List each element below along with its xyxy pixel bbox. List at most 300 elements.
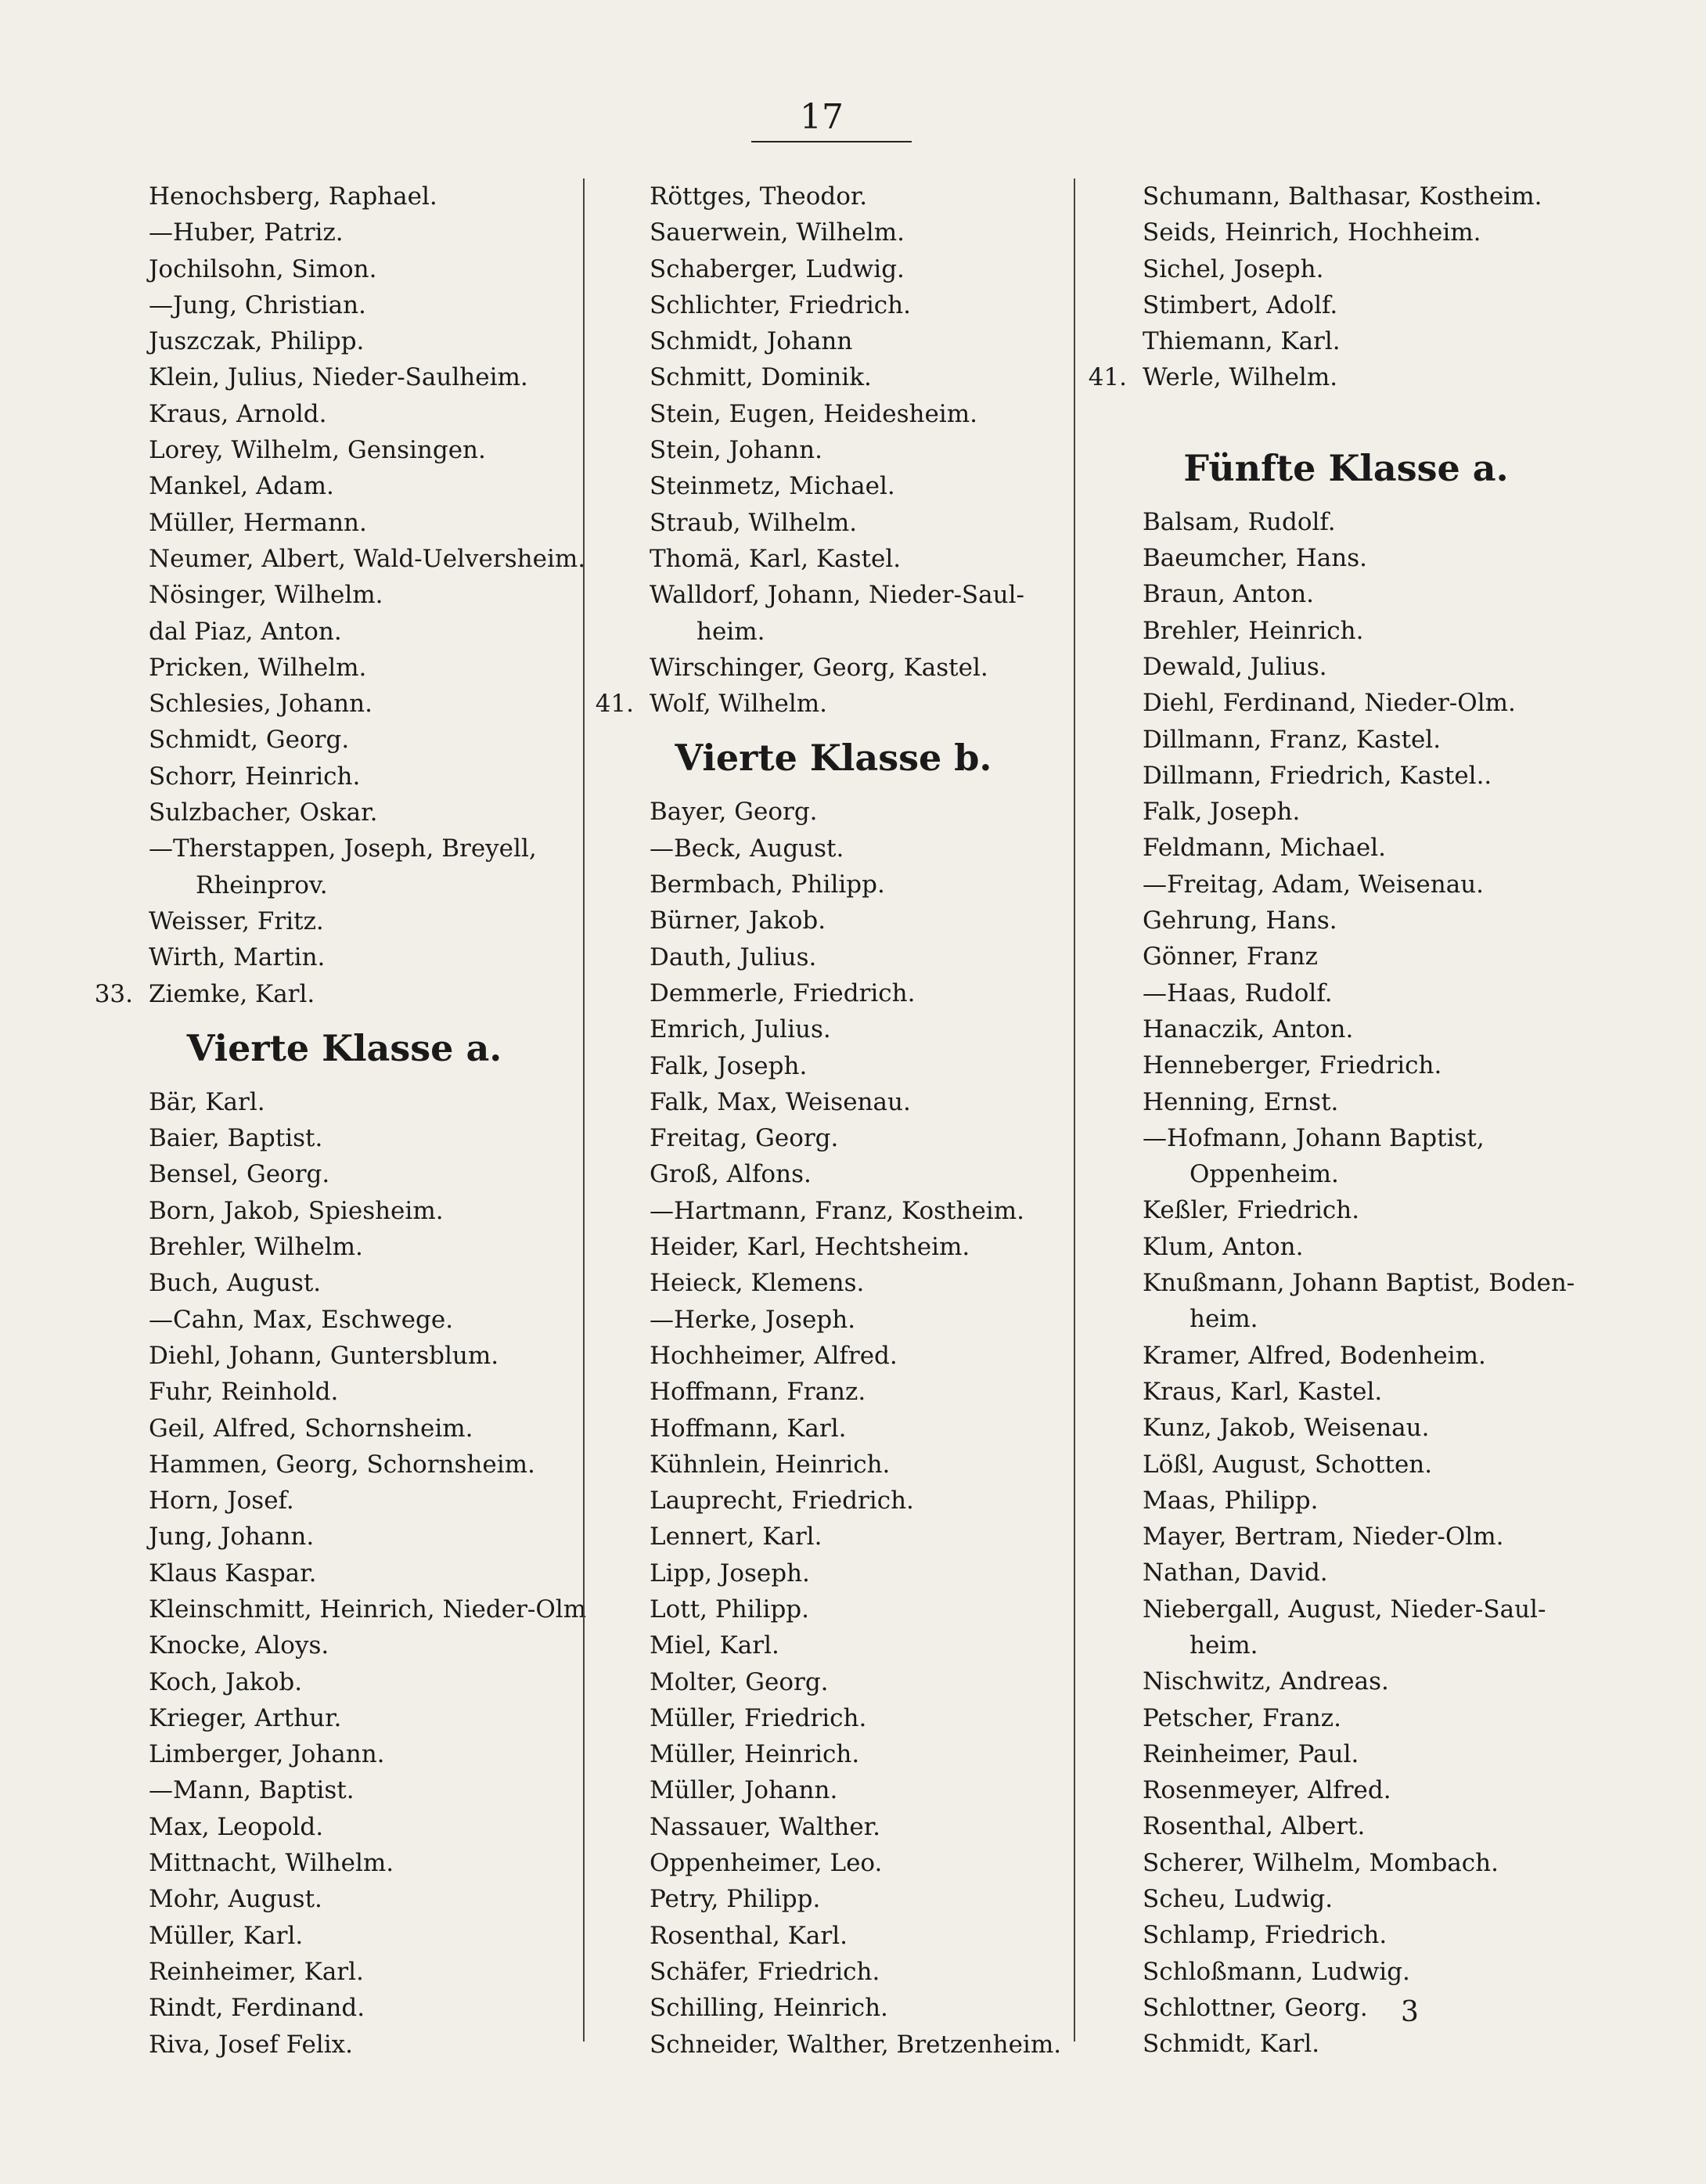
list-entry — [110, 251, 579, 287]
list-entry — [110, 1627, 579, 1663]
entry-text: Henochsberg, Raphael. — [149, 182, 437, 211]
list-entry — [610, 287, 1056, 323]
list-entry — [110, 686, 579, 722]
list-entry — [595, 686, 1056, 722]
entry-text: Mohr, August. — [149, 1885, 322, 1914]
entry-text: —Therstappen, Joseph, Breyell, — [149, 834, 537, 863]
entry-text: Straub, Wilhelm. — [650, 508, 858, 537]
entry-number: 33. — [94, 979, 133, 1008]
list-entry — [610, 323, 1056, 359]
list-entry — [110, 1374, 579, 1410]
list-entry-continuation — [110, 867, 579, 903]
list-entry — [1103, 758, 1589, 794]
list-entry — [110, 1591, 587, 1627]
list-entry — [1103, 1483, 1589, 1519]
entry-text: Maas, Philipp. — [1143, 1486, 1319, 1515]
entry-text: Gehrung, Hans. — [1143, 906, 1337, 935]
entry-text: Henning, Ernst. — [1143, 1087, 1339, 1116]
entry-text: Geil, Alfred, Schornsheim. — [149, 1414, 473, 1443]
list-entry — [1103, 1120, 1589, 1156]
entry-text: Thiemann, Karl. — [1143, 327, 1341, 356]
entry-text: Henneberger, Friedrich. — [1143, 1051, 1442, 1080]
entry-text: Niebergall, August, Nieder-Saul- — [1143, 1595, 1546, 1624]
list-entry — [1103, 1845, 1589, 1881]
list-entry — [1103, 1265, 1589, 1301]
entry-text: Born, Jakob, Spiesheim. — [149, 1196, 444, 1225]
entry-text: Demmerle, Friedrich. — [650, 978, 916, 1007]
entry-text: Diehl, Ferdinand, Nieder-Olm. — [1143, 689, 1516, 718]
entry-text: Röttges, Theodor. — [650, 182, 868, 211]
entry-number: 41. — [1088, 363, 1127, 392]
list-entry — [610, 178, 1056, 214]
entry-text: Mayer, Bertram, Nieder-Olm. — [1143, 1523, 1504, 1552]
entry-text: Oppenheim. — [1190, 1160, 1339, 1189]
list-entry — [610, 1990, 1056, 2026]
list-entry — [110, 1084, 579, 1120]
list-entry — [1103, 1700, 1589, 1736]
entry-text: Hochheimer, Alfred. — [650, 1341, 898, 1370]
list-entry — [1103, 794, 1589, 830]
list-entry — [110, 614, 579, 650]
column-2 — [595, 178, 1062, 2063]
entry-text: —Haas, Rudolf. — [1143, 978, 1333, 1007]
entry-text: Neumer, Albert, Wald-Uelversheim. — [149, 544, 586, 573]
list-entry — [1103, 830, 1589, 866]
entry-text: Koch, Jakob. — [149, 1667, 303, 1696]
list-entry — [110, 795, 579, 831]
list-entry — [610, 1736, 1056, 1772]
list-entry — [610, 359, 1056, 395]
entry-text: Braun, Anton. — [1143, 580, 1315, 609]
list-entry — [1103, 1229, 1589, 1265]
list-entry — [610, 1700, 1056, 1736]
list-entry — [610, 432, 1056, 468]
entry-text: Kleinschmitt, Heinrich, Nieder-Olm — [149, 1595, 587, 1624]
list-entry — [1103, 2026, 1589, 2062]
entry-text: heim. — [1190, 1305, 1258, 1334]
entry-text: Hoffmann, Karl. — [650, 1414, 847, 1443]
entry-text: Schlichter, Friedrich. — [650, 290, 911, 319]
entry-text: heim. — [696, 617, 765, 646]
list-entry — [110, 1156, 579, 1192]
list-entry — [1103, 1881, 1589, 1917]
entry-text: Pricken, Wilhelm. — [149, 653, 367, 682]
list-entry — [1103, 975, 1589, 1011]
list-entry — [1103, 1808, 1589, 1844]
list-entry — [110, 1954, 579, 1990]
entry-text: Lorey, Wilhelm, Gensingen. — [149, 436, 486, 465]
list-entry — [610, 577, 1056, 613]
list-entry-continuation — [1103, 1627, 1589, 1663]
entry-text: Wirschinger, Georg, Kastel. — [650, 653, 988, 682]
entry-text: Oppenheimer, Leo. — [650, 1849, 883, 1878]
list-entry — [110, 1809, 579, 1845]
entry-text: Müller, Friedrich. — [650, 1703, 867, 1732]
list-entry — [1103, 1519, 1589, 1555]
list-entry — [110, 541, 586, 577]
entry-text: Klum, Anton. — [1143, 1232, 1304, 1261]
list-entry — [610, 1772, 1056, 1808]
list-entry — [1103, 251, 1589, 287]
list-entry — [610, 1664, 1056, 1700]
list-entry — [610, 2027, 1062, 2063]
entry-text: Dauth, Julius. — [650, 942, 817, 971]
entry-text: Juszczak, Philipp. — [149, 327, 365, 356]
list-entry — [1103, 1555, 1589, 1591]
entry-text: Thomä, Karl, Kastel. — [650, 544, 902, 573]
list-entry — [1103, 1772, 1589, 1808]
entry-text: Wirth, Martin. — [149, 943, 326, 972]
list-entry — [1103, 1192, 1589, 1228]
list-entry — [110, 1555, 579, 1591]
list-entry — [110, 1302, 579, 1338]
entry-text: heim. — [1190, 1631, 1258, 1660]
list-entry — [610, 1338, 1056, 1374]
list-entry — [1103, 1338, 1589, 1374]
list-entry — [110, 903, 579, 939]
list-entry — [610, 939, 1056, 975]
column-3 — [1088, 178, 1589, 2063]
entry-text: Müller, Karl. — [149, 1921, 304, 1950]
list-entry — [610, 794, 1056, 830]
entry-text: Schloßmann, Ludwig. — [1143, 1957, 1410, 1986]
list-entry — [110, 650, 579, 686]
entry-text: Lennert, Karl. — [650, 1523, 822, 1552]
entry-text: Freitag, Georg. — [650, 1124, 839, 1153]
list-entry — [110, 1447, 579, 1483]
entry-text: Emrich, Julius. — [650, 1015, 831, 1044]
list-entry — [610, 1519, 1056, 1555]
entry-text: Rheinprov. — [196, 870, 328, 899]
list-entry — [110, 831, 579, 867]
entry-text: Schumann, Balthasar, Kostheim. — [1143, 182, 1542, 211]
entry-text: —Mann, Baptist. — [149, 1776, 355, 1805]
list-entry — [1103, 1447, 1589, 1483]
entry-text: dal Piaz, Anton. — [149, 617, 342, 646]
entry-text: Walldorf, Johann, Nieder-Saul- — [650, 581, 1025, 610]
list-entry — [110, 1845, 579, 1881]
list-entry — [110, 505, 579, 541]
entry-text: Rosenmeyer, Alfred. — [1143, 1776, 1391, 1805]
list-entry — [1103, 576, 1589, 612]
entry-text: Mittnacht, Wilhelm. — [149, 1849, 394, 1878]
entry-text: Dewald, Julius. — [1143, 652, 1327, 681]
list-entry — [610, 1954, 1056, 1990]
list-entry — [110, 1519, 579, 1555]
entry-text: Rindt, Ferdinand. — [149, 1994, 365, 2023]
entry-text: Hammen, Georg, Schornsheim. — [149, 1450, 535, 1479]
list-entry — [1103, 613, 1589, 649]
entry-text: Ziemke, Karl. — [149, 979, 315, 1008]
entry-text: Lößl, August, Schotten. — [1143, 1450, 1433, 1479]
entry-text: Knocke, Aloys. — [149, 1631, 329, 1660]
entry-text: Balsam, Rudolf. — [1143, 507, 1336, 536]
entry-text: Scherer, Wilhelm, Mombach. — [1143, 1848, 1499, 1877]
list-entry — [110, 1990, 579, 2026]
entry-text: Horn, Josef. — [149, 1487, 294, 1515]
entry-text: Schmidt, Georg. — [149, 726, 350, 755]
entry-text: Falk, Joseph. — [650, 1051, 808, 1080]
list-entry — [610, 1483, 1056, 1519]
column-1 — [94, 178, 587, 2063]
entry-text: Gönner, Franz — [1143, 942, 1318, 971]
list-entry — [1103, 1736, 1589, 1772]
entry-text: Falk, Joseph. — [1143, 798, 1301, 827]
entry-text: Jochilsohn, Simon. — [149, 254, 377, 283]
column-divider-1 — [583, 178, 585, 2042]
list-entry — [1103, 1917, 1589, 1953]
list-entry — [610, 1229, 1056, 1265]
list-entry — [1103, 1410, 1589, 1446]
list-entry — [1103, 323, 1589, 359]
entry-text: Nischwitz, Andreas. — [1143, 1667, 1389, 1696]
list-entry — [610, 1193, 1056, 1229]
list-entry — [1103, 540, 1589, 576]
entry-text: Scheu, Ludwig. — [1143, 1885, 1333, 1914]
list-entry-continuation — [610, 614, 1056, 650]
list-entry — [610, 1265, 1056, 1301]
entry-text: Bär, Karl. — [149, 1087, 265, 1116]
list-entry — [110, 1229, 579, 1265]
list-entry — [610, 1302, 1056, 1338]
list-entry — [1103, 214, 1589, 250]
list-entry — [110, 1120, 579, 1156]
list-entry — [610, 831, 1056, 867]
list-entry — [1103, 1084, 1589, 1120]
entry-text: Brehler, Heinrich. — [1143, 616, 1364, 645]
entry-text: Krieger, Arthur. — [149, 1703, 342, 1732]
entry-text: —Hartmann, Franz, Kostheim. — [650, 1196, 1024, 1225]
list-entry — [110, 1918, 579, 1954]
list-entry — [110, 1483, 579, 1519]
entry-text: —Herke, Joseph. — [650, 1305, 856, 1334]
list-entry — [110, 287, 579, 323]
entry-text: Bermbach, Philipp. — [650, 870, 885, 899]
entry-text: Limberger, Johann. — [149, 1740, 385, 1769]
entry-text: —Hofmann, Johann Baptist, — [1143, 1123, 1485, 1152]
list-entry — [1103, 1954, 1589, 1990]
list-entry — [110, 178, 579, 214]
list-entry — [610, 1918, 1056, 1954]
page-number: 17 — [800, 97, 844, 137]
list-entry — [610, 1156, 1056, 1192]
section-heading: Vierte Klasse a. — [186, 1026, 502, 1069]
entry-text: Bürner, Jakob. — [650, 906, 826, 935]
entry-text: Nösinger, Wilhelm. — [149, 581, 383, 610]
entry-text: Baeumcher, Hans. — [1143, 544, 1368, 573]
entry-text: Steinmetz, Michael. — [650, 472, 895, 501]
list-entry — [1103, 1663, 1589, 1699]
entry-text: Falk, Max, Weisenau. — [650, 1087, 911, 1116]
entry-text: Müller, Johann. — [650, 1776, 838, 1805]
column-divider-2 — [1074, 178, 1075, 2042]
list-entry — [110, 2027, 579, 2063]
entry-text: Schlottner, Georg. — [1143, 1993, 1368, 2022]
list-entry — [610, 1084, 1056, 1120]
entry-text: Kunz, Jakob, Weisenau. — [1143, 1414, 1430, 1443]
entry-text: Hanaczik, Anton. — [1143, 1015, 1354, 1043]
entry-text: —Huber, Patriz. — [149, 218, 344, 247]
list-entry — [110, 1736, 579, 1772]
entry-text: Buch, August. — [149, 1269, 322, 1298]
list-entry — [110, 1338, 579, 1374]
list-entry — [1103, 939, 1589, 975]
list-entry — [110, 1881, 579, 1917]
entry-text: Klaus Kaspar. — [149, 1559, 317, 1588]
entry-text: Feldmann, Michael. — [1143, 834, 1387, 863]
entry-text: Schilling, Heinrich. — [650, 1994, 888, 2023]
list-entry — [110, 759, 579, 795]
entry-text: Dillmann, Franz, Kastel. — [1143, 725, 1441, 754]
list-entry — [610, 975, 1056, 1011]
entry-text: —Beck, August. — [650, 834, 844, 863]
entry-text: Brehler, Wilhelm. — [149, 1233, 363, 1262]
entry-text: Kühnlein, Heinrich. — [650, 1450, 891, 1479]
list-entry — [1103, 1011, 1589, 1047]
entry-text: Sauerwein, Wilhelm. — [650, 218, 905, 247]
list-entry — [1103, 504, 1589, 540]
entry-text: Max, Leopold. — [149, 1812, 324, 1841]
list-entry — [1103, 903, 1589, 939]
list-entry — [110, 1700, 579, 1736]
entry-text: Müller, Hermann. — [149, 508, 367, 537]
entry-text: Jung, Johann. — [149, 1523, 315, 1552]
list-entry — [110, 468, 579, 504]
list-entry — [610, 1627, 1056, 1663]
entry-text: Werle, Wilhelm. — [1143, 363, 1338, 392]
entry-text: Stein, Eugen, Heidesheim. — [650, 399, 977, 428]
list-entry — [110, 1772, 579, 1808]
entry-text: Reinheimer, Paul. — [1143, 1739, 1359, 1768]
entry-text: Knußmann, Johann Baptist, Boden- — [1143, 1269, 1575, 1298]
header-rule — [751, 141, 912, 142]
list-entry — [110, 1664, 579, 1700]
entry-text: Keßler, Friedrich. — [1143, 1196, 1360, 1225]
entry-text: Schmidt, Johann — [650, 327, 853, 356]
entry-text: Bensel, Georg. — [149, 1160, 330, 1189]
entry-text: Riva, Josef Felix. — [149, 2030, 353, 2059]
entry-text: Schlesies, Johann. — [149, 690, 373, 719]
entry-text: Dillmann, Friedrich, Kastel.. — [1143, 761, 1492, 790]
list-entry — [1103, 287, 1589, 323]
list-entry — [610, 1809, 1056, 1845]
entry-text: Diehl, Johann, Guntersblum. — [149, 1341, 499, 1370]
entry-text: Nathan, David. — [1143, 1559, 1328, 1588]
entry-text: Groß, Alfons. — [650, 1160, 812, 1189]
entry-text: Weisser, Fritz. — [149, 906, 324, 935]
section-heading: Fünfte Klasse a. — [1183, 446, 1509, 489]
entry-text: Kramer, Alfred, Bodenheim. — [1143, 1341, 1486, 1370]
entry-text: —Freitag, Adam, Weisenau. — [1143, 870, 1485, 899]
list-entry — [1103, 1047, 1589, 1083]
list-entry-continuation — [1103, 1156, 1589, 1192]
entry-text: Fuhr, Reinhold. — [149, 1378, 339, 1407]
list-entry — [110, 432, 579, 468]
entry-text: Wolf, Wilhelm. — [650, 690, 828, 719]
list-entry — [610, 214, 1056, 250]
list-entry — [110, 323, 579, 359]
entry-text: Klein, Julius, Nieder-Saulheim. — [149, 363, 528, 392]
entry-text: Lipp, Joseph. — [650, 1559, 810, 1588]
list-entry — [1103, 867, 1589, 903]
list-entry — [610, 1555, 1056, 1591]
entry-text: Bayer, Georg. — [650, 798, 818, 827]
list-entry — [610, 1120, 1056, 1156]
list-entry — [110, 1193, 579, 1229]
entry-text: Kraus, Arnold. — [149, 399, 327, 428]
entry-text: Molter, Georg. — [650, 1667, 829, 1696]
list-entry — [610, 1845, 1056, 1881]
list-entry — [1103, 1591, 1589, 1627]
entry-text: Lott, Philipp. — [650, 1595, 809, 1624]
list-entry — [610, 1591, 1056, 1627]
signature-mark: 3 — [1401, 1996, 1419, 2028]
list-entry — [610, 867, 1056, 903]
list-entry — [110, 1411, 579, 1447]
entry-text: Sichel, Joseph. — [1143, 254, 1324, 283]
list-entry — [610, 1411, 1056, 1447]
list-entry — [610, 1881, 1056, 1917]
entry-text: —Jung, Christian. — [149, 290, 366, 319]
entry-text: Petry, Philipp. — [650, 1885, 821, 1914]
list-entry — [110, 939, 579, 975]
entry-text: Stimbert, Adolf. — [1143, 290, 1338, 319]
list-entry — [610, 251, 1056, 287]
entry-text: Schaberger, Ludwig. — [650, 254, 905, 283]
list-entry — [610, 541, 1056, 577]
entry-text: Schäfer, Friedrich. — [650, 1957, 880, 1986]
entry-text: —Cahn, Max, Eschwege. — [149, 1305, 454, 1334]
entry-text: Schlamp, Friedrich. — [1143, 1921, 1387, 1950]
entry-text: Baier, Baptist. — [149, 1124, 323, 1153]
entry-text: Seids, Heinrich, Hochheim. — [1143, 218, 1481, 247]
list-entry — [110, 396, 579, 432]
list-entry — [1088, 359, 1589, 395]
list-entry — [610, 396, 1056, 432]
entry-text: Heider, Karl, Hechtsheim. — [650, 1233, 970, 1262]
entry-number: 41. — [595, 690, 634, 719]
list-entry — [110, 722, 579, 758]
entry-text: Rosenthal, Albert. — [1143, 1812, 1366, 1841]
entry-text: Schorr, Heinrich. — [149, 762, 361, 791]
entry-text: Lauprecht, Friedrich. — [650, 1487, 914, 1515]
list-entry — [110, 214, 579, 250]
list-entry — [110, 577, 579, 613]
list-entry — [1103, 722, 1589, 758]
list-entry — [610, 1011, 1056, 1047]
list-entry — [610, 505, 1056, 541]
list-entry — [610, 1374, 1056, 1410]
entry-text: Müller, Heinrich. — [650, 1740, 860, 1769]
list-entry — [1103, 1990, 1589, 2026]
entry-text: Rosenthal, Karl. — [650, 1921, 848, 1950]
list-entry — [94, 976, 579, 1012]
entry-text: Nassauer, Walther. — [650, 1812, 880, 1841]
section-heading: Vierte Klasse b. — [675, 737, 992, 780]
entry-text: Schmidt, Karl. — [1143, 2030, 1320, 2059]
list-entry-continuation — [1103, 1301, 1589, 1337]
entry-text: Petscher, Franz. — [1143, 1703, 1341, 1732]
entry-text: Stein, Johann. — [650, 436, 822, 465]
list-entry — [610, 468, 1056, 504]
list-entry — [1103, 178, 1589, 214]
entry-text: Miel, Karl. — [650, 1631, 779, 1660]
list-entry — [610, 650, 1056, 686]
list-entry — [110, 359, 579, 395]
list-entry — [110, 1265, 579, 1301]
entry-text: Mankel, Adam. — [149, 472, 334, 501]
entry-text: Heieck, Klemens. — [650, 1269, 865, 1298]
